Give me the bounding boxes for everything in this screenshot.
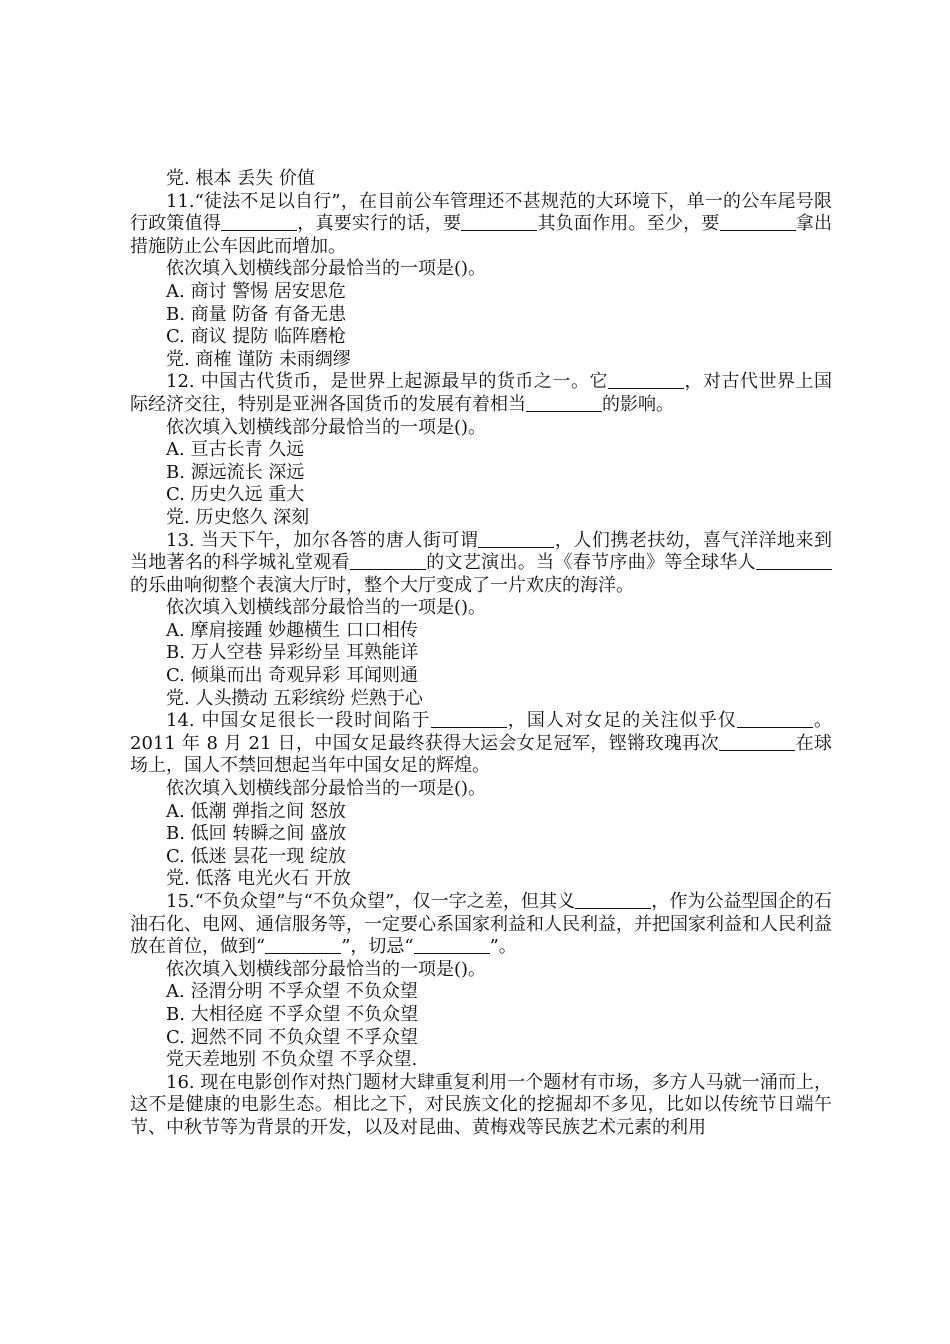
answer-blank [575, 891, 651, 909]
question-prompt: 依次填入划横线部分最恰当的一项是()。 [166, 597, 487, 619]
option-c: C. 迥然不同 不负众望 不孚众望 [166, 1026, 419, 1048]
option-b: B. 低回 转瞬之间 盛放 [166, 823, 347, 845]
option-d: 党. 历史悠久 深刻 [166, 506, 310, 528]
answer-blank [608, 371, 684, 389]
option-b: B. 大相径庭 不孚众望 不负众望 [166, 1003, 419, 1025]
answer-blank [720, 213, 796, 231]
option-a: A. 低潮 弹指之间 怒放 [166, 800, 346, 822]
question-12-stem: 12. 中国古代货币，是世界上起源最早的货币之一。它 ，对古代世界上国际经济交往，特别是亚洲各国货币的发展有着相当 的影响。 [130, 371, 832, 415]
answer-blank [350, 552, 426, 570]
question-11-stem: 11.“徒法不足以自行”，在目前公车管理还不甚规范的大环境下，单一的公车尾号限行政策值得 ，真要实行的话，要 其负面作用。至少，要 拿出措施防止公车因此而增加。 [130, 190, 833, 257]
previous-answer-d: 党. 根本 丢失 价值 [166, 168, 315, 189]
option-c: C. 历史久远 重大 [166, 484, 305, 506]
option-d: 党. 商榷 谨防 未雨绸缪 [166, 348, 351, 370]
answer-blank [737, 710, 813, 728]
option-b: B. 万人空巷 异彩纷呈 耳熟能详 [166, 642, 419, 664]
option-a: A. 商讨 警惕 居安思危 [166, 280, 346, 302]
answer-blank [526, 394, 602, 412]
question-16-stem: 16. 现在电影创作对热门题材大肆重复利用一个题材有市场，多方人马就一涌而上，这不是健康的电影生态。相比之下，对民族文化的挖掘却不多见，比如以传统节日端午节、中秋节等为背景的开发，以及对昆曲、黄梅戏等民族艺术元素的利用 [130, 1071, 832, 1138]
answer-blank [265, 936, 341, 954]
question-prompt: 依次填入划横线部分最恰当的一项是()。 [166, 958, 487, 980]
option-c: C. 倾巢而出 奇观异彩 耳闻则通 [166, 665, 419, 687]
document-page [130, 168, 832, 1140]
answer-blank [414, 936, 490, 954]
answer-blank [221, 213, 297, 231]
option-a: A. 泾渭分明 不孚众望 不负众望 [166, 981, 418, 1003]
option-a: A. 摩肩接踵 妙趣横生 口口相传 [166, 619, 418, 641]
option-c: C. 低迷 昙花一现 绽放 [166, 845, 347, 867]
option-d: 党. 低落 电光火石 开放 [166, 868, 351, 890]
question-14-stem: 14. 中国女足很长一段时间陷于 ，国人对女足的关注似乎仅 。2011 年 8 月 21 日，中国女足最终获得大运会女足冠军，铿锵玫瑰再次 在球场上，国人不禁回想起当年中国女足的辉煌。 [130, 710, 833, 777]
option-d: 党. 人头攒动 五彩缤纷 烂熟于心 [166, 687, 423, 709]
answer-blank [478, 530, 554, 548]
question-prompt: 依次填入划横线部分最恰当的一项是()。 [166, 416, 487, 438]
option-a: A. 亘古长青 久远 [166, 439, 305, 461]
option-c: C. 商议 提防 临阵磨枪 [166, 326, 347, 348]
answer-blank [719, 733, 795, 751]
option-b: B. 商量 防备 有备无患 [166, 303, 347, 325]
question-prompt: 依次填入划横线部分最恰当的一项是()。 [166, 778, 487, 800]
question-15-stem: 15.“不负众望”与“不负众望”，仅一字之差，但其义 ，作为公益型国企的石油石化、电网、通信服务等，一定要心系国家利益和人民利益，并把国家利益和人民利益放在首位，做到“ ”，切忌“ ”。 [130, 891, 832, 958]
option-d: 党天差地别 不负众望 不孚众望. [166, 1049, 418, 1071]
answer-blank [756, 552, 832, 570]
question-13-stem: 13. 当天下午，加尔各答的唐人街可谓 ，人们携老扶幼，喜气洋洋地来到当地著名的科学城礼堂观看 的文艺演出。当《春节序曲》等全球华人的乐曲响彻整个表演大厅时，整个大厅变成了一片欢庆的海洋。 [130, 529, 832, 596]
answer-blank [461, 213, 537, 231]
answer-blank [431, 710, 507, 728]
option-b: B. 源远流长 深远 [166, 461, 305, 483]
question-prompt: 依次填入划横线部分最恰当的一项是()。 [166, 258, 487, 280]
